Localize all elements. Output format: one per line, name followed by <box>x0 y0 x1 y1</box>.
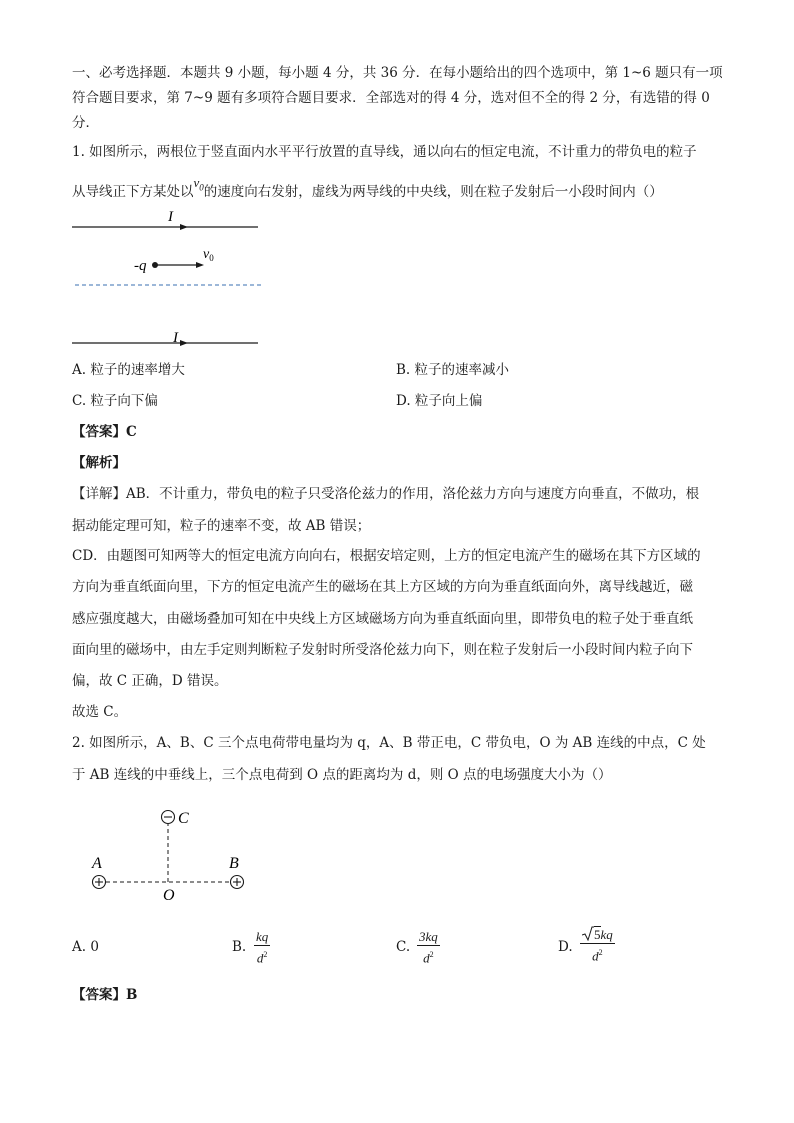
q2-stem-line-2: 于 AB 连线的中垂线上，三个点电荷到 O 点的距离均为 d，则 O 点的电场强度大小为（） <box>72 767 612 783</box>
label-o: O <box>163 887 175 904</box>
q1-option-c: C. 粒子向下偏 <box>72 393 158 409</box>
section-header-line-1: 一、必考选择题．本题共 9 小题，每小题 4 分，共 36 分．在每小题给出的四个选项中，第 1~6 题只有一项 <box>72 65 723 81</box>
q2-option-b-den-exp: 2 <box>263 950 268 959</box>
q2-option-a: A. 0 <box>72 939 99 955</box>
q2-option-c-fraction-bar <box>417 945 440 946</box>
q2-option-d-fraction <box>580 926 615 963</box>
upper-current-arrow <box>180 224 188 230</box>
label-b: B <box>229 855 239 872</box>
q2-option-d-den-exp: 2 <box>598 948 603 957</box>
q1-detail-line-1: 【详解】AB．不计重力，带负电的粒子只受洛伦兹力的作用，洛伦兹力方向与速度方向垂直，不做功，根 <box>72 486 700 502</box>
q2-option-d-den-base: d <box>592 948 599 964</box>
sqrt-sign-icon <box>582 926 594 941</box>
section-header-line-2: 符合题目要求，第 7~9 题有多项符合题目要求．全部选对的得 4 分，选对但不全的得 2 分，有选错的得 0 <box>72 90 710 106</box>
q1-stem-part-a: 从导线正下方某处以 <box>72 184 194 200</box>
q1-v0-symbol <box>193 175 204 193</box>
charge-label: -q <box>134 258 147 274</box>
q2-option-b-denominator <box>254 947 270 965</box>
velocity-label: $v_0$ <box>203 247 214 263</box>
q1-option-b: B. 粒子的速率减小 <box>396 362 510 378</box>
velocity-arrow-head <box>196 262 204 268</box>
q1-figure <box>72 205 272 355</box>
q2-option-b-den-base: d <box>256 950 264 966</box>
q2-option-b-fraction-bar <box>254 945 270 946</box>
q2-option-d-kq: kq <box>600 927 613 942</box>
lower-current-label: I <box>173 330 178 346</box>
label-c: C <box>178 810 189 827</box>
label-a: A <box>92 855 102 872</box>
q1-detail-line-2: 据动能定理可知，粒子的速率不变，故 AB 错误； <box>72 518 371 534</box>
q2-option-b-prefix: B. <box>232 939 247 955</box>
q1-detail-line-4: 方向为垂直纸面向里，下方的恒定电流产生的磁场在其上方区域的方向为垂直纸面向外，离导线越近，磁 <box>72 579 693 595</box>
q1-stem-line-1: 1. 如图所示，两根位于竖直面内水平平行放置的直导线，通以向右的恒定电流，不计重力的带负电的粒子 <box>72 144 697 160</box>
q2-figure <box>86 802 256 904</box>
q1-detail-line-6: 面向里的磁场中，由左手定则判断粒子发射时所受洛伦兹力向下，则在粒子发射后一小段时间内粒子向下 <box>72 642 693 658</box>
q2-option-b-fraction <box>254 929 270 965</box>
q1-analysis-title: 【解析】 <box>72 455 126 471</box>
q1-stem-line-2 <box>72 175 663 206</box>
q1-stem-part-b: 的速度向右发射，虚线为两导线的中央线，则在粒子发射后一小段时间内（） <box>203 184 663 200</box>
q1-v0-letter: v <box>193 175 200 190</box>
q2-option-c-numerator: 3kq <box>419 929 438 944</box>
q2-option-d-prefix: D. <box>558 939 573 955</box>
q2-option-d-denominator <box>580 945 615 963</box>
q1-answer: 【答案】C <box>72 424 137 440</box>
q1-option-d: D. 粒子向上偏 <box>396 393 483 409</box>
q2-option-b-numerator: kq <box>256 929 269 944</box>
q1-v0-subscript: 0 <box>199 182 204 193</box>
q2-option-c-denominator <box>417 947 440 965</box>
lower-current-arrow <box>180 340 188 346</box>
q2-stem-line-1: 2. 如图所示，A、B、C 三个点电荷带电量均为 q，A、B 带正电，C 带负电，O 为 AB 连线的中点，C 处 <box>72 735 706 751</box>
q1-conclusion: 故选 C。 <box>72 704 128 720</box>
q1-detail-line-3: CD．由题图可知两等大的恒定电流方向向右，根据安培定则，上方的恒定电流产生的磁场在其下方区域的 <box>72 548 701 564</box>
q2-option-d-fraction-bar <box>580 943 615 944</box>
section-header-line-3: 分． <box>72 115 99 131</box>
q2-option-c-fraction <box>417 929 440 965</box>
q2-option-c-den-exp: 2 <box>429 950 434 959</box>
upper-current-label: I <box>168 209 173 225</box>
q1-option-a: A. 粒子的速率增大 <box>72 362 185 378</box>
q2-option-c-prefix: C. <box>396 939 411 955</box>
q2-option-d-numerator: 5kq <box>580 926 615 942</box>
q2-answer: 【答案】B <box>72 987 138 1003</box>
q1-detail-line-7: 偏，故 C 正确，D 错误。 <box>72 673 228 689</box>
q2-option-c-den-base: d <box>423 950 430 966</box>
q1-detail-line-5: 感应强度越大，由磁场叠加可知在中央线上方区域磁场方向为垂直纸面向里，即带负电的粒子处于垂直纸 <box>72 611 693 627</box>
